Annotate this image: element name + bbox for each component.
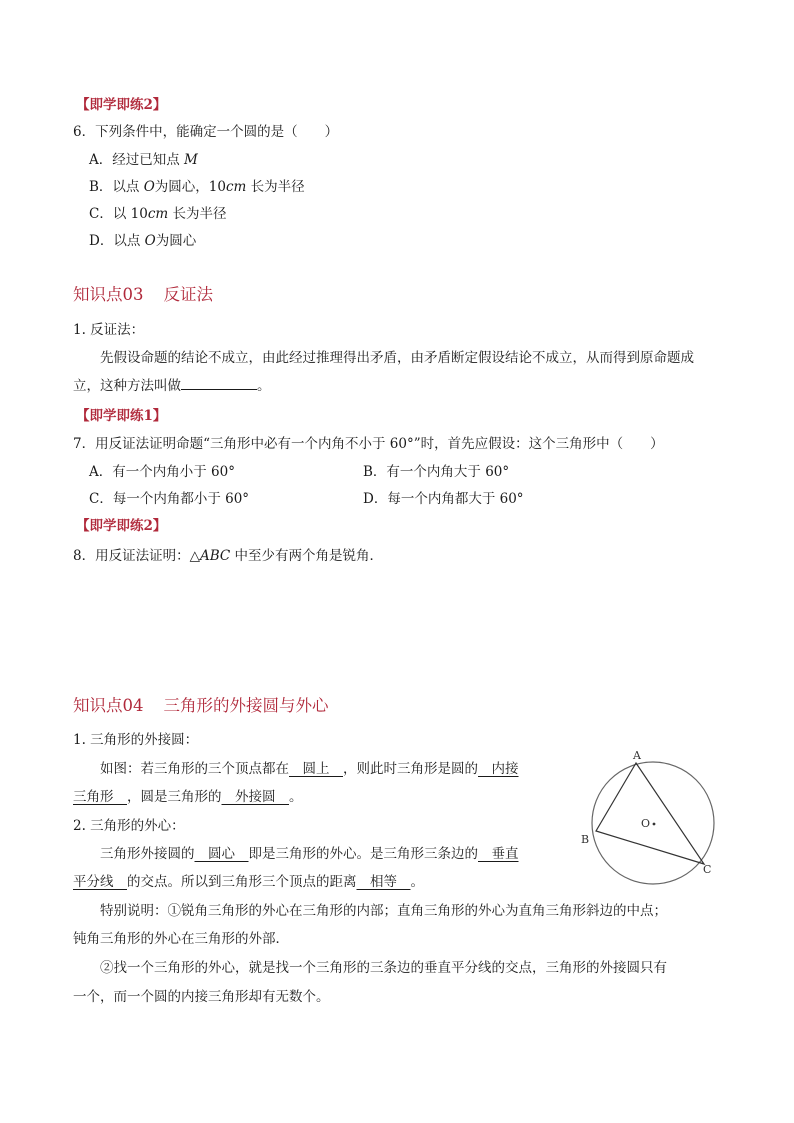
answer-blank [181, 377, 257, 390]
question-7-option-b: B．有一个内角大于 60° [363, 464, 510, 480]
body-text: 如图：若三角形的三个顶点都在 圆上 ，则此时三角形是圆的 内接 [100, 761, 519, 777]
body-text: 三角形外接圆的 圆心 即是三角形的外心。是三角形三条边的 垂直 [100, 846, 519, 862]
body-text: 立，这种方法叫做 。 [73, 378, 271, 394]
filled-answer: 垂直 [478, 846, 519, 862]
center-label-o: O [641, 817, 651, 830]
question-7-option-c: C．每一个内角都小于 60° [89, 491, 250, 507]
body-text: 先假设命题的结论不成立，由此经过推理得出矛盾，由矛盾断定假设结论不成立，从而得到原命题成 [100, 350, 694, 366]
body-text: 三角形 ，圆是三角形的 外接圆 。 [73, 789, 303, 805]
section-title: 知识点04 三角形的外接圆与外心 [73, 696, 329, 715]
filled-answer: 外接圆 [221, 789, 289, 805]
vertex-label-a: A [633, 749, 641, 762]
vertex-label-b: B [581, 833, 590, 846]
question-7-stem: 7．用反证法证明命题“三角形中必有一个内角不小于 60°”时，首先应假设：这个三角形中（ ） [73, 436, 664, 452]
section-title: 知识点03 反证法 [73, 285, 213, 304]
question-8-stem: 8．用反证法证明：△ABC 中至少有两个角是锐角． [73, 548, 384, 564]
body-text: ②找一个三角形的外心，就是找一个三角形的三条边的垂直平分线的交点，三角形的外接圆只有 [100, 960, 667, 976]
filled-answer: 圆上 [289, 761, 343, 777]
filled-answer: 圆心 [194, 846, 249, 862]
section-item-heading: 1. 三角形的外接圆： [73, 732, 199, 748]
question-6-option-a: A．经过已知点 M [89, 152, 198, 168]
body-text: 特别说明：①锐角三角形的外心在三角形的内部；直角三角形的外心为直角三角形斜边的中点； [100, 903, 667, 919]
filled-answer: 相等 [356, 874, 411, 890]
body-text: 平分线 的交点。所以到三角形三个顶点的距离 相等 。 [73, 874, 424, 890]
center-point [653, 823, 656, 826]
question-6-option-d: D．以点 O为圆心 [89, 233, 197, 249]
question-6-option-c: C．以 10cm 长为半径 [89, 206, 227, 222]
filled-answer: 内接 [478, 761, 519, 777]
question-7-option-a: A．有一个内角小于 60° [89, 464, 235, 480]
question-6-option-b: B．以点 O为圆心，10cm 长为半径 [89, 179, 305, 195]
section-item-heading: 2. 三角形的外心： [73, 818, 185, 834]
practice-label: 【即学即练2】 [76, 97, 167, 113]
body-text: 一个，而一个圆的内接三角形却有无数个。 [73, 989, 330, 1005]
question-6-stem: 6．下列条件中，能确定一个圆的是（ ） [73, 124, 339, 140]
filled-answer: 平分线 [73, 874, 127, 890]
circumscribed-circle [592, 762, 714, 884]
vertex-label-c: C [703, 863, 712, 876]
filled-answer: 三角形 [73, 789, 127, 805]
section-item-heading: 1. 反证法： [73, 322, 145, 338]
body-text: 钝角三角形的外心在三角形的外部． [73, 931, 289, 947]
practice-label: 【即学即练2】 [76, 518, 167, 534]
practice-label: 【即学即练1】 [76, 408, 167, 424]
question-7-option-d: D．每一个内角都大于 60° [363, 491, 524, 507]
circumcircle-figure [575, 745, 735, 895]
